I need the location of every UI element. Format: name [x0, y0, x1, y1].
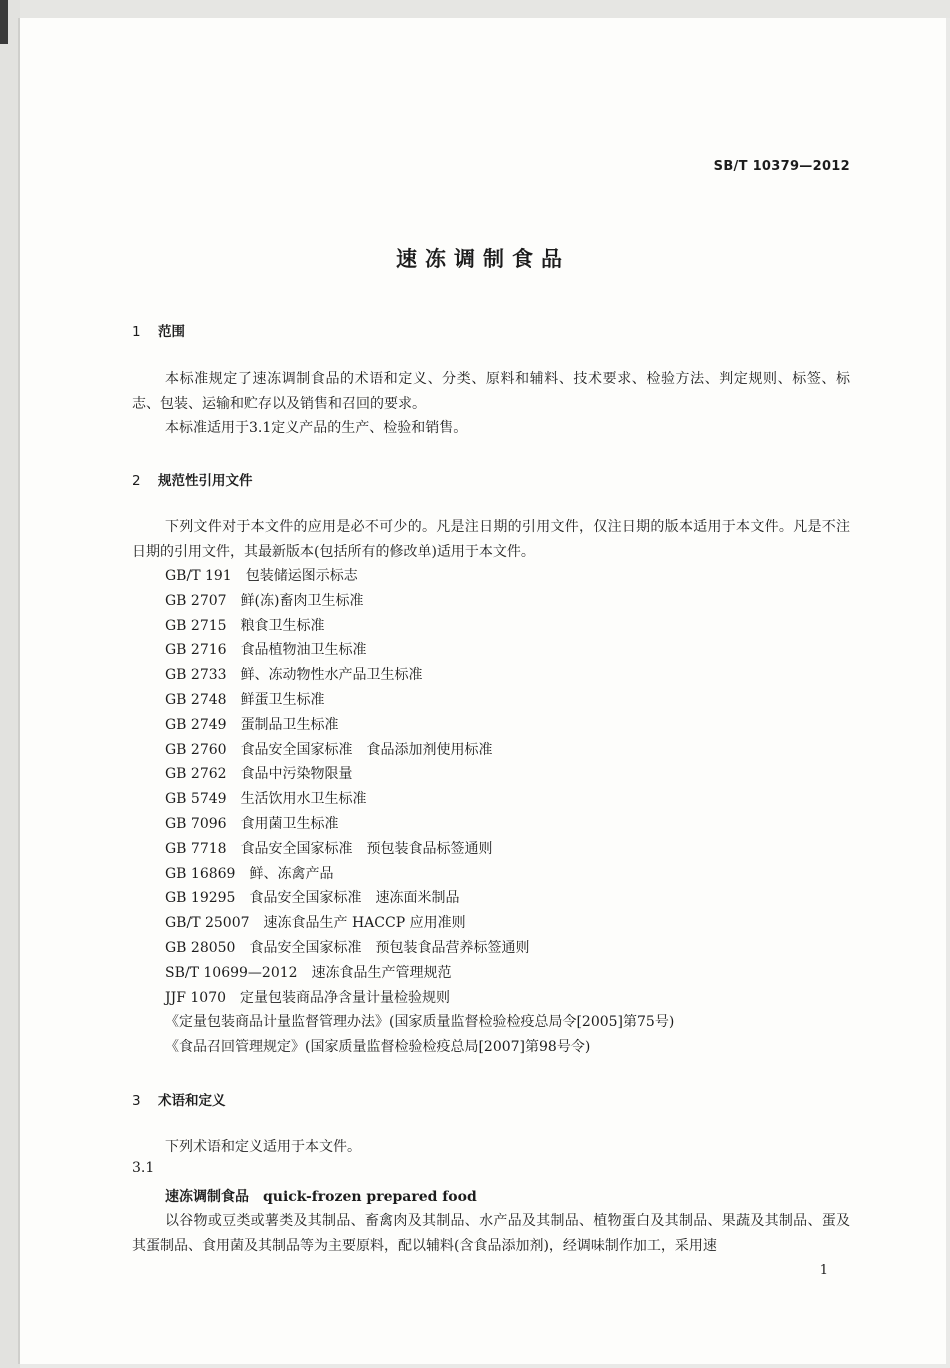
reference-item: [165, 912, 466, 932]
term-english: quick-frozen prepared food: [263, 1189, 477, 1205]
reference-title: 食品安全国家标准 预包装食品标签通则: [240, 840, 493, 857]
reference-item: [165, 739, 493, 759]
reference-title: 速冻食品生产 HACCP 应用准则: [263, 915, 466, 932]
reference-title: 食品中污染物限量: [240, 766, 353, 783]
regulation-item: 《定量包装商品计量监督管理办法》(国家质量监督检验检疫总局令[2005]第75号): [165, 1014, 675, 1031]
reference-code: GB 2707: [165, 592, 227, 609]
reference-title: 生活饮用水卫生标准: [240, 791, 367, 808]
reference-title: 鲜(冻)畜肉卫生标准: [240, 592, 364, 609]
subclause-number: 3.1: [132, 1160, 155, 1176]
reference-title: 速冻食品生产管理规范: [311, 964, 452, 981]
reference-code: GB 2733: [165, 667, 227, 684]
reference-code: GB 7718: [165, 840, 227, 857]
reference-title: 食品安全国家标准 食品添加剂使用标准: [240, 741, 493, 758]
standard-code: SB/T 10379—2012: [713, 159, 850, 174]
reference-title: 粮食卫生标准: [240, 617, 325, 634]
reference-code: GB 2715: [165, 617, 227, 634]
reference-item: [165, 788, 367, 808]
scan-corner-mark: [0, 0, 8, 44]
reference-code: GB 16869: [165, 865, 236, 882]
term-chinese: 速冻调制食品: [165, 1189, 249, 1205]
reference-code: GB 2762: [165, 766, 227, 783]
reference-title: 鲜、冻动物性水产品卫生标准: [240, 667, 423, 684]
reference-item: [165, 615, 325, 635]
reference-item: [165, 863, 333, 883]
reference-item: [165, 987, 450, 1007]
reference-item: [165, 689, 325, 709]
section-title: 范围: [158, 324, 185, 340]
reference-item: [165, 565, 358, 585]
reference-item: [165, 813, 339, 833]
section-title: 术语和定义: [158, 1093, 226, 1109]
term-definition: 以谷物或豆类或薯类及其制品、畜禽肉及其制品、水产品及其制品、植物蛋白及其制品、果蔬及其制品、蛋及其蛋制品、食用菌及其制品等为主要原料，配以辅料(含食品添加剂)，经调味制作加工，采用速: [132, 1213, 850, 1254]
reference-item: [165, 937, 529, 957]
reference-code: GB 2716: [165, 642, 227, 659]
section-number: 3: [132, 1093, 141, 1109]
reference-code: GB 7096: [165, 816, 227, 832]
reference-code: SB/T 10699—2012: [165, 964, 298, 981]
term-entry: [165, 1186, 477, 1206]
reference-item: [165, 887, 459, 907]
section-2-heading: [132, 469, 253, 489]
normative-intro: 下列文件对于本文件的应用是必不可少的。凡是注日期的引用文件，仅注日期的版本适用于本文件。凡是不注日期的引用文件，其最新版本(包括所有的修改单)适用于本文件。: [132, 519, 850, 560]
section-1-heading: [132, 320, 185, 340]
reference-item: [165, 838, 493, 858]
scope-paragraph-1: 本标准规定了速冻调制食品的术语和定义、分类、原料和辅料、技术要求、检验方法、判定规则、标签、标志、包装、运输和贮存以及销售和召回的要求。: [132, 371, 850, 412]
reference-item: [165, 590, 364, 610]
reference-title: 鲜、冻禽产品: [249, 865, 334, 882]
reference-code: GB 19295: [165, 890, 236, 907]
reference-title: 食用菌卫生标准: [240, 816, 339, 832]
scan-border-top: [0, 0, 950, 18]
document-title: 速冻调制食品: [396, 247, 570, 271]
page-number: 1: [819, 1263, 828, 1278]
section-number: 2: [132, 473, 141, 489]
reference-code: GB 5749: [165, 791, 227, 808]
reference-item: [165, 763, 353, 783]
reference-item: [165, 664, 423, 684]
reference-title: 鲜蛋卫生标准: [240, 692, 325, 708]
scan-border-left: [0, 0, 20, 1368]
reference-title: 蛋制品卫生标准: [240, 716, 339, 733]
terms-intro: 下列术语和定义适用于本文件。: [165, 1139, 361, 1155]
regulation-item: 《食品召回管理规定》(国家质量监督检验检疫总局[2007]第98号令): [165, 1039, 591, 1056]
reference-code: GB/T 191: [165, 568, 232, 584]
scope-paragraph-2: 本标准适用于3.1定义产品的生产、检验和销售。: [165, 420, 468, 436]
reference-title: 包装储运图示标志: [245, 568, 358, 584]
reference-title: 食品安全国家标准 预包装食品营养标签通则: [249, 940, 530, 956]
reference-code: JJF 1070: [165, 989, 227, 1006]
reference-code: GB 2748: [165, 692, 227, 708]
reference-code: GB 2749: [165, 716, 227, 733]
document-page: [20, 18, 946, 1364]
reference-title: 定量包装商品净含量计量检验规则: [240, 989, 451, 1006]
reference-item: [165, 962, 452, 982]
reference-code: GB/T 25007: [165, 915, 250, 932]
reference-code: GB 2760: [165, 741, 227, 758]
reference-code: GB 28050: [165, 940, 236, 956]
reference-item: [165, 714, 339, 734]
section-number: 1: [132, 324, 141, 340]
reference-title: 食品安全国家标准 速冻面米制品: [249, 890, 460, 907]
reference-title: 食品植物油卫生标准: [240, 642, 367, 659]
section-3-heading: [132, 1089, 226, 1109]
reference-item: [165, 639, 367, 659]
section-title: 规范性引用文件: [158, 473, 253, 489]
